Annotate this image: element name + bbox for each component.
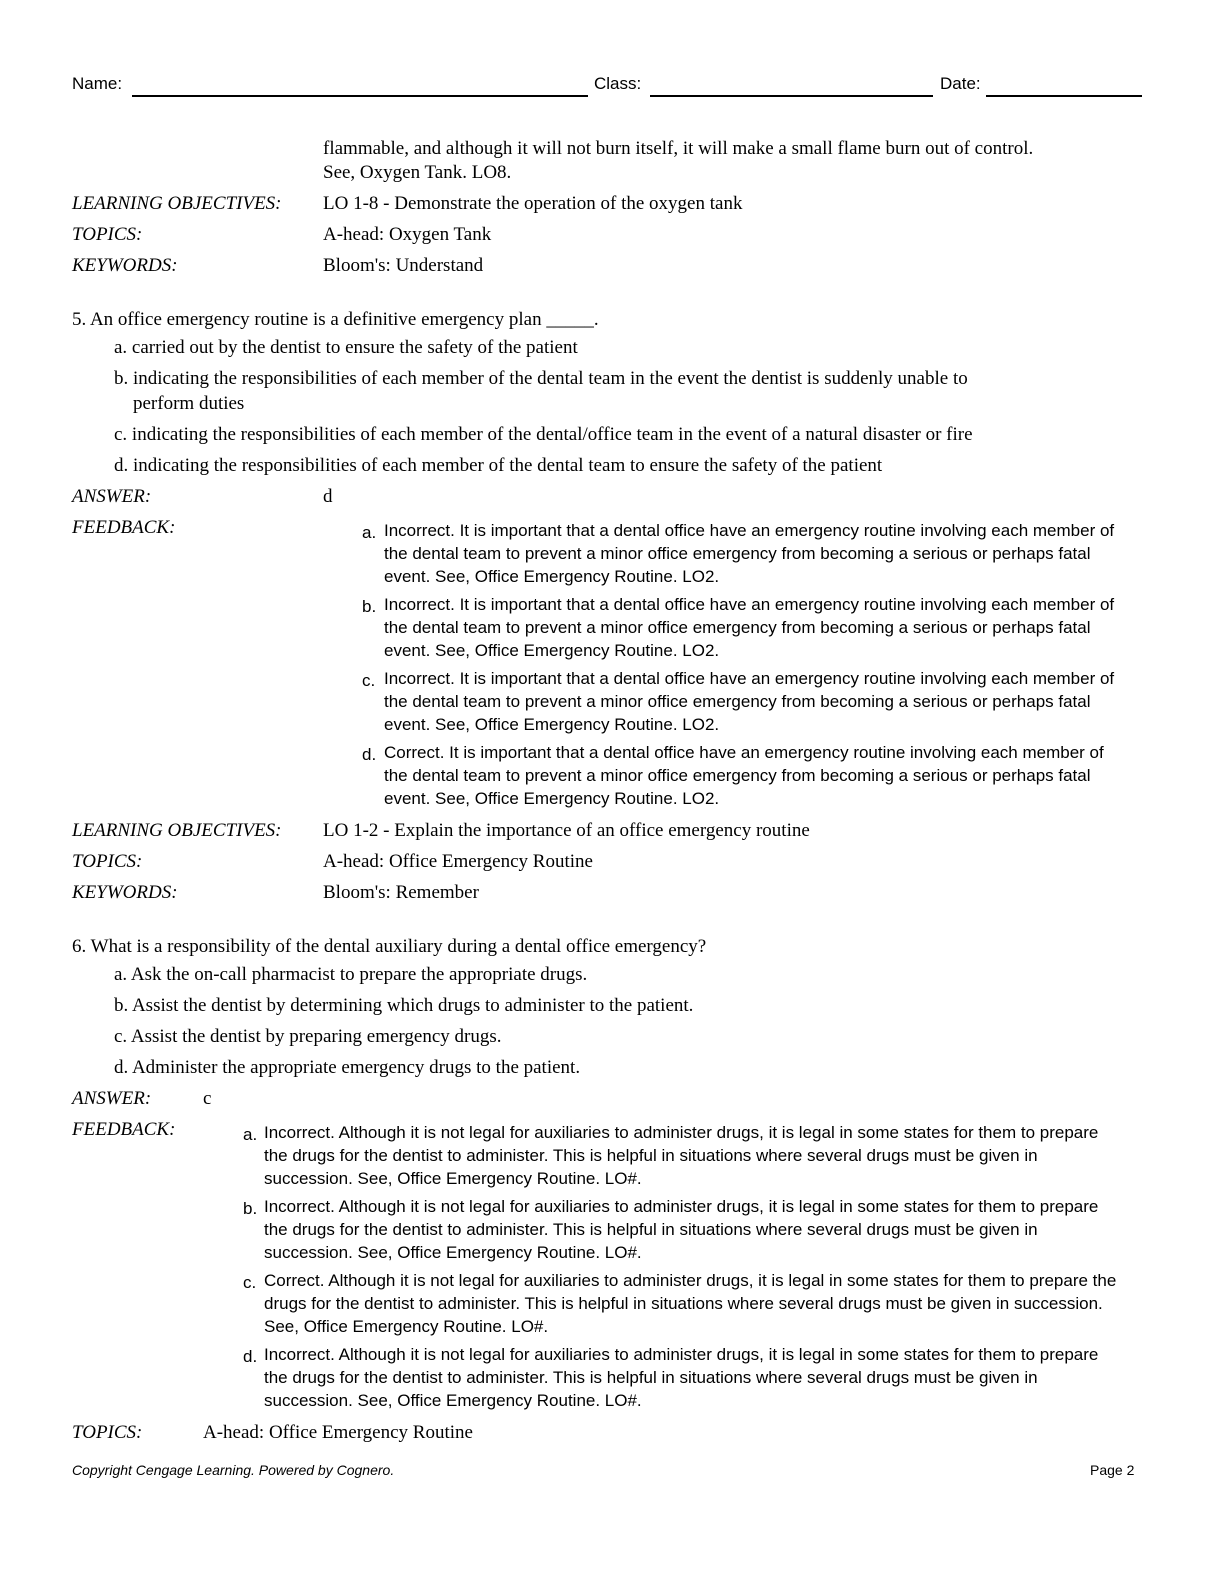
date-line: [986, 95, 1142, 97]
q5-option-c: c. indicating the responsibilities of each member of the dental/office team in the event of a natural disaster or fire: [114, 424, 973, 445]
feedback-letter: a.: [362, 523, 377, 542]
feedback-text: Incorrect. It is important that a dental office have an emergency routine involving each member of the dental team to prevent a minor office emergency from becoming a serious or perhaps fatal event. See, Office Emergency Routine. LO2.: [384, 521, 1115, 586]
feedback-text: Correct. It is important that a dental office have an emergency routine involving each member of the dental team to prevent a minor office emergency from becoming a serious or perhaps fatal event. See, Office Emergency Routine. LO2.: [384, 743, 1104, 808]
q5-option-d: d. indicating the responsibilities of each member of the dental team to ensure the safety of the patient: [114, 455, 883, 476]
feedback-text: Incorrect. Although it is not legal for auxiliaries to administer drugs, it is legal in some states for them to prepare the drugs for the dentist to administer. This is helpful in situations where several drugs must be given in succession. See, Office Emergency Routine. LO#.: [264, 1345, 1099, 1410]
feedback-letter: a.: [243, 1125, 258, 1144]
q5-option-b: b. indicating the responsibilities of each member of the dental team in the event the dentist is suddenly unable to: [114, 368, 968, 389]
q5-feedback-item: [362, 593, 1142, 663]
q5-lo-label: LEARNING OBJECTIVES:: [72, 820, 282, 841]
class-label: Class:: [594, 74, 642, 93]
q5-answer-label: ANSWER:: [72, 486, 152, 507]
feedback-letter: c.: [243, 1273, 257, 1292]
date-label: Date:: [940, 74, 981, 93]
topics-label: TOPICS:: [72, 224, 143, 245]
q5-keywords-label: KEYWORDS:: [72, 882, 178, 903]
name-label: Name:: [72, 74, 123, 93]
q6-topics-label: TOPICS:: [72, 1422, 143, 1443]
feedback-letter: d.: [243, 1347, 258, 1366]
q5-keywords-value: Bloom's: Remember: [323, 882, 479, 903]
question-6-stem: 6. What is a responsibility of the dental auxiliary during a dental office emergency?: [72, 936, 707, 957]
keywords-value: Bloom's: Understand: [323, 255, 484, 276]
q5-topics-label: TOPICS:: [72, 851, 143, 872]
lo-value: LO 1-8 - Demonstrate the operation of the oxygen tank: [323, 193, 743, 214]
q6-option-a: a. Ask the on-call pharmacist to prepare the appropriate drugs.: [114, 964, 588, 985]
feedback-text: Incorrect. Although it is not legal for auxiliaries to administer drugs, it is legal in some states for them to prepare the drugs for the dentist to administer. This is helpful in situations where several drugs must be given in succession. See, Office Emergency Routine. LO#.: [264, 1123, 1099, 1188]
name-line: [132, 95, 588, 97]
q5-feedback-item: [362, 667, 1142, 737]
q5-topics-value: A-head: Office Emergency Routine: [323, 851, 593, 872]
q6-feedback-label: FEEDBACK:: [72, 1119, 176, 1140]
continuation-line-2: See, Oxygen Tank. LO8.: [323, 162, 512, 183]
q6-option-d: d. Administer the appropriate emergency drugs to the patient.: [114, 1057, 581, 1078]
footer-copyright: Copyright Cengage Learning. Powered by Cognero.: [72, 1462, 395, 1478]
class-line: [650, 95, 933, 97]
feedback-text: Correct. Although it is not legal for auxiliaries to administer drugs, it is legal in some states for them to prepare the drugs for the dentist to administer. This is helpful in situations where several drugs must be given in succession. See, Office Emergency Routine. LO#.: [264, 1271, 1117, 1336]
topics-value: A-head: Oxygen Tank: [323, 224, 492, 245]
feedback-text: Incorrect. It is important that a dental office have an emergency routine involving each member of the dental team to prevent a minor office emergency from becoming a serious or perhaps fatal event. See, Office Emergency Routine. LO2.: [384, 669, 1115, 734]
q6-option-c: c. Assist the dentist by preparing emergency drugs.: [114, 1026, 502, 1047]
feedback-letter: d.: [362, 745, 377, 764]
q6-topics-value: A-head: Office Emergency Routine: [203, 1422, 473, 1443]
q5-lo-value: LO 1-2 - Explain the importance of an office emergency routine: [323, 820, 810, 841]
q6-feedback-item: [243, 1269, 1143, 1339]
q5-feedback-item: [362, 519, 1142, 589]
q6-answer-value: c: [203, 1088, 212, 1109]
feedback-letter: b.: [362, 597, 377, 616]
q6-answer-label: ANSWER:: [72, 1088, 152, 1109]
q5-answer-value: d: [323, 486, 333, 507]
feedback-text: Incorrect. It is important that a dental office have an emergency routine involving each member of the dental team to prevent a minor office emergency from becoming a serious or perhaps fatal event. See, Office Emergency Routine. LO2.: [384, 595, 1115, 660]
feedback-text: Incorrect. Although it is not legal for auxiliaries to administer drugs, it is legal in some states for them to prepare the drugs for the dentist to administer. This is helpful in situations where several drugs must be given in succession. See, Office Emergency Routine. LO#.: [264, 1197, 1099, 1262]
q5-option-a: a. carried out by the dentist to ensure the safety of the patient: [114, 337, 578, 358]
q5-option-b-cont: perform duties: [133, 393, 245, 414]
lo-label: LEARNING OBJECTIVES:: [72, 193, 282, 214]
question-5-stem: 5. An office emergency routine is a definitive emergency plan _____.: [72, 309, 599, 330]
q5-feedback-item: [362, 741, 1142, 811]
q5-feedback-label: FEEDBACK:: [72, 517, 176, 538]
q6-feedback-item: [243, 1343, 1143, 1413]
page-number: Page 2: [1090, 1462, 1135, 1478]
q6-feedback-item: [243, 1195, 1143, 1265]
feedback-letter: b.: [243, 1199, 258, 1218]
q6-feedback-item: [243, 1121, 1143, 1191]
continuation-line-1: flammable, and although it will not burn itself, it will make a small flame burn out of control.: [323, 138, 1034, 159]
q6-option-b: b. Assist the dentist by determining which drugs to administer to the patient.: [114, 995, 694, 1016]
feedback-letter: c.: [362, 671, 376, 690]
keywords-label: KEYWORDS:: [72, 255, 178, 276]
